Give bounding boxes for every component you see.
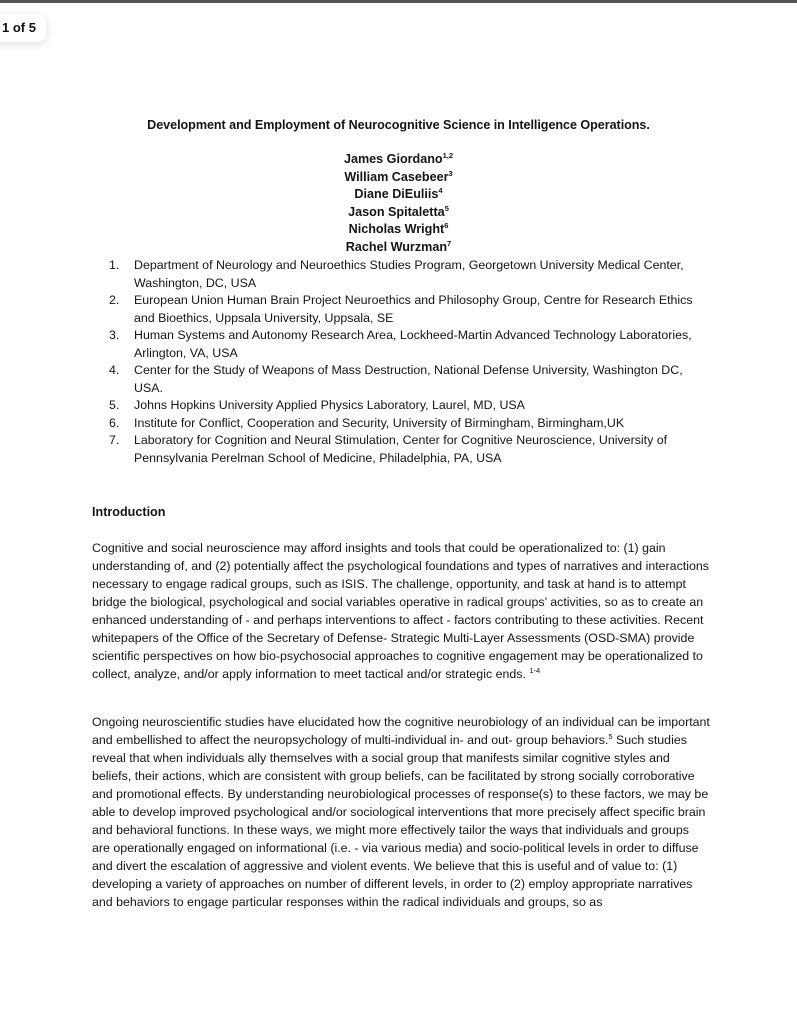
affiliation-text: Johns Hopkins University Applied Physics Laboratory, Laurel, MD, USA xyxy=(134,398,525,412)
affiliation-number: 4. xyxy=(109,363,120,377)
author-affiliation-sup: 7 xyxy=(447,238,452,248)
affiliation-item xyxy=(109,327,709,362)
affiliation-text: European Union Human Brain Project Neuroethics and Philosophy Group, Centre for Research Ethics and Bioethics, Uppsala University, Uppsala, SE xyxy=(134,293,693,325)
window-top-edge xyxy=(0,0,797,3)
author-affiliation-sup: 4 xyxy=(438,186,443,195)
affiliation-item xyxy=(109,362,709,397)
affiliation-item xyxy=(109,432,709,467)
paragraph-text: Cognitive and social neuroscience may afford insights and tools that could be operationalized to: (1) gain understanding of, and (2) potentially affect the psychological foundations and types of narratives and interactions necessary to engage radical groups, such as ISIS. The challenge, opportunity, and task at hand is to attempt bridge the biological, psychological and social variables operative in radical groups’ activities, so as to create an enhanced understanding of - and perhaps interventions to affect - factors contributing to these activities. Recent whitepapers of the Office of the Secretary of Defense- Strategic Multi-Layer Assessments (OSD-SMA) provide scientific perspectives on how bio-psychosocial approaches to cognitive engagement may be operationalized to collect, analyze, and/or apply information to meet tactical and/or strategic ends. xyxy=(92,541,709,681)
affiliation-number: 6. xyxy=(109,415,120,430)
paragraph-text: Such studies reveal that when individuals ally themselves with a social group that manifests similar cognitive styles and beliefs, their actions, which are consistent with group beliefs, can be facilitated by strong socially corroborative and promotional effects. By understanding neurobiological processes of response(s) to these factors, we may be able to develop improved psychological and/or sociological interventions that more precisely affect specific brain and behavioral functions. In these ways, we might more effectively tailor the ways that individuals and groups are operationally engaged on informational (i.e. - via various media) and socio-political levels in order to diffuse and divert the escalation of aggressive and violent events. We believe that this is useful and of value to: (1) developing a variety of approaches on number of different levels, in order to (2) employ appropriate narratives and behaviors to engage particular responses within the radical individuals and groups, so as xyxy=(92,733,709,909)
author-list xyxy=(0,151,797,256)
affiliation-item xyxy=(109,397,709,415)
body-paragraph xyxy=(92,713,710,911)
author xyxy=(0,169,797,187)
paragraph-text: Ongoing neuroscientific studies have elucidated how the cognitive neurobiology of an individual can be important and embellished to affect the neuropsychology of multi-individual in- and out- group behaviors. xyxy=(92,715,710,747)
citation-superscript: 5 xyxy=(608,732,613,741)
affiliation-text: Department of Neurology and Neuroethics Studies Program, Georgetown University Medical Center, Washington, DC, USA xyxy=(134,258,684,290)
author-name: Jason Spitaletta xyxy=(348,204,445,219)
author xyxy=(0,204,797,222)
author-affiliation-sup: 6 xyxy=(444,221,449,230)
affiliation-number: 1. xyxy=(109,258,120,272)
affiliation-text: Institute for Conflict, Cooperation and Security, University of Birmingham, Birmingham,UK xyxy=(134,415,625,430)
affiliation-text: Center for the Study of Weapons of Mass Destruction, National Defense University, Washington DC, USA. xyxy=(134,363,683,395)
body-paragraph xyxy=(92,539,710,683)
author-name: Nicholas Wright xyxy=(348,222,445,236)
affiliation-number: 5. xyxy=(109,398,120,412)
affiliation-item xyxy=(109,292,709,327)
author xyxy=(0,151,797,169)
section-heading-introduction: Introduction xyxy=(92,505,166,519)
affiliation-text: Human Systems and Autonomy Research Area, Lockheed-Martin Advanced Technology Laboratories, Arlington, VA, USA xyxy=(134,328,692,360)
author-name: Diane DiEuliis xyxy=(354,187,439,201)
affiliation-list xyxy=(109,257,709,467)
citation-superscript: 1-4 xyxy=(529,666,541,675)
page-indicator-badge: 1 of 5 xyxy=(0,14,46,42)
document-title: Development and Employment of Neurocognitive Science in Intelligence Operations. xyxy=(147,118,650,132)
author-affiliation-sup: 3 xyxy=(448,168,453,178)
author-affiliation-sup: 1,2 xyxy=(442,151,454,160)
author-name: Rachel Wurzman xyxy=(345,239,448,254)
affiliation-number: 7. xyxy=(109,433,120,447)
author xyxy=(0,239,797,257)
author-name: James Giordano xyxy=(343,152,443,166)
author-name: William Casebeer xyxy=(344,169,449,184)
affiliation-item xyxy=(109,415,709,433)
author xyxy=(0,221,797,239)
affiliation-number: 2. xyxy=(109,293,120,307)
author xyxy=(0,186,797,204)
affiliation-item xyxy=(109,257,709,292)
affiliation-text: Laboratory for Cognition and Neural Stimulation, Center for Cognitive Neuroscience, University of Pennsylvania Perelman School of Medicine, Philadelphia, PA, USA xyxy=(134,433,668,465)
author-affiliation-sup: 5 xyxy=(444,203,449,213)
affiliation-number: 3. xyxy=(109,328,120,342)
